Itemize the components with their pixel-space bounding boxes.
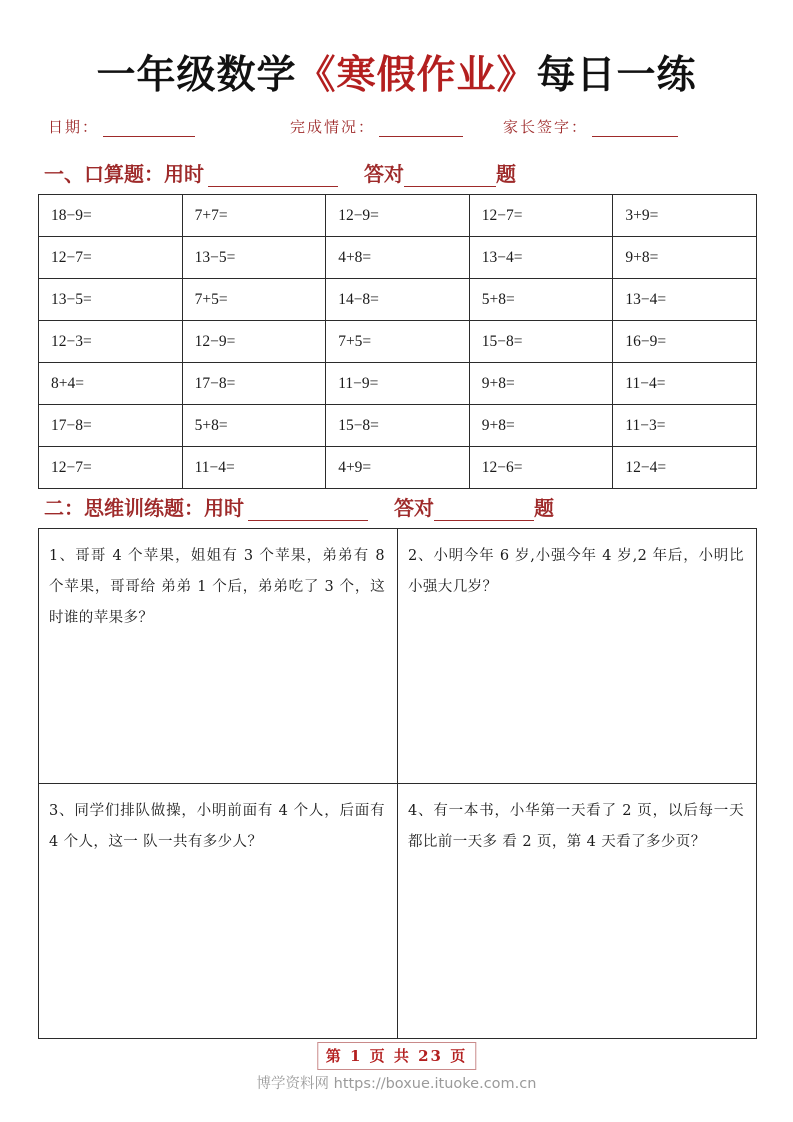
calc-cell[interactable]: 9+8=	[613, 237, 757, 279]
calc-cell[interactable]: 12−6=	[469, 447, 613, 489]
calc-cell[interactable]: 5+8=	[182, 405, 326, 447]
table-row	[39, 529, 757, 784]
calc-cell[interactable]: 9+8=	[469, 405, 613, 447]
table-row	[39, 237, 757, 279]
calc-cell[interactable]: 12−4=	[613, 447, 757, 489]
calc-cell[interactable]: 4+9=	[326, 447, 470, 489]
section-2-heading	[44, 492, 554, 521]
watermark-text: 博学资料网 https://boxue.ituoke.com.cn	[256, 1076, 537, 1092]
title-part-daily: 每日一练	[536, 52, 697, 98]
calc-cell[interactable]: 12−3=	[39, 321, 183, 363]
calc-cell[interactable]: 15−8=	[469, 321, 613, 363]
calc-cell[interactable]: 18−9=	[39, 195, 183, 237]
calc-cell[interactable]: 4+8=	[326, 237, 470, 279]
section-2-time-label: 用时	[204, 496, 244, 520]
arithmetic-table	[38, 194, 757, 489]
page-title	[0, 44, 793, 100]
calc-cell[interactable]: 11−9=	[326, 363, 470, 405]
table-row	[39, 279, 757, 321]
calc-cell[interactable]: 12−7=	[39, 237, 183, 279]
arithmetic-table-body	[39, 195, 757, 489]
word-problem-text: 2、小明今年 6 岁,小强今年 4 岁,2 年后，小明比小强大几岁？	[408, 548, 744, 595]
calc-cell[interactable]: 11−3=	[613, 405, 757, 447]
section-1-time-blank[interactable]	[208, 167, 338, 187]
word-problem-cell[interactable]	[398, 529, 757, 784]
signature-field[interactable]	[503, 116, 678, 137]
calc-cell[interactable]: 16−9=	[613, 321, 757, 363]
section-2-index: 二：	[44, 496, 84, 520]
section-2-name: 思维训练题：	[84, 496, 204, 520]
calc-cell[interactable]: 8+4=	[39, 363, 183, 405]
calc-cell[interactable]: 13−4=	[613, 279, 757, 321]
calc-cell[interactable]: 12−7=	[469, 195, 613, 237]
calc-cell[interactable]: 9+8=	[469, 363, 613, 405]
table-row	[39, 195, 757, 237]
table-row	[39, 405, 757, 447]
section-1-name: 口算题：	[84, 162, 164, 186]
completion-label: 完成情况：	[290, 118, 376, 136]
word-problem-cell[interactable]	[398, 784, 757, 1039]
table-row	[39, 363, 757, 405]
calc-cell[interactable]: 11−4=	[182, 447, 326, 489]
word-problem-cell[interactable]	[39, 784, 398, 1039]
title-part-grade: 一年级数学	[96, 52, 297, 98]
completion-field[interactable]	[290, 116, 463, 137]
calc-cell[interactable]: 7+7=	[182, 195, 326, 237]
section-1-index: 一、	[44, 162, 84, 186]
word-problem-cell[interactable]	[39, 529, 398, 784]
section-1-correct-blank[interactable]	[404, 167, 496, 187]
section-2-correct-blank[interactable]	[434, 501, 534, 521]
word-problem-text: 3、同学们排队做操，小明前面有 4 个人，后面有 4 个人，这一 队一共有多少人？	[49, 803, 385, 850]
section-2-correct-label: 答对	[394, 496, 434, 520]
calc-cell[interactable]: 12−9=	[182, 321, 326, 363]
section-1-unit-label: 题	[496, 162, 516, 186]
calc-cell[interactable]: 7+5=	[326, 321, 470, 363]
info-line	[48, 116, 748, 140]
date-label: 日期：	[48, 118, 100, 136]
calc-cell[interactable]: 17−8=	[39, 405, 183, 447]
table-row	[39, 321, 757, 363]
word-problem-text: 1、哥哥 4 个苹果，姐姐有 3 个苹果，弟弟有 8 个苹果，哥哥给 弟弟 1 个后，弟弟吃了 3 个，这时谁的苹果多？	[49, 548, 385, 626]
calc-cell[interactable]: 13−5=	[39, 279, 183, 321]
calc-cell[interactable]: 13−4=	[469, 237, 613, 279]
calc-cell[interactable]: 12−7=	[39, 447, 183, 489]
signature-blank[interactable]	[592, 121, 678, 137]
table-row	[39, 784, 757, 1039]
word-problem-table	[38, 528, 757, 1039]
table-row	[39, 447, 757, 489]
section-2-time-blank[interactable]	[248, 501, 368, 521]
completion-blank[interactable]	[379, 121, 463, 137]
title-part-bookname: 《寒假作业》	[296, 52, 537, 98]
section-2-unit-label: 题	[534, 496, 554, 520]
signature-label: 家长签字：	[503, 118, 589, 136]
section-1-time-label: 用时	[164, 162, 204, 186]
word-problem-text: 4、有一本书，小华第一天看了 2 页，以后每一天都比前一天多 看 2 页，第 4 天看了多少页？	[408, 803, 744, 850]
calc-cell[interactable]: 3+9=	[613, 195, 757, 237]
calc-cell[interactable]: 13−5=	[182, 237, 326, 279]
section-1-heading	[44, 158, 516, 187]
calc-cell[interactable]: 14−8=	[326, 279, 470, 321]
calc-cell[interactable]: 17−8=	[182, 363, 326, 405]
page-number-badge: 第 1 页 共 23 页	[317, 1042, 476, 1070]
section-1-correct-label: 答对	[364, 162, 404, 186]
date-field[interactable]	[48, 116, 195, 137]
calc-cell[interactable]: 12−9=	[326, 195, 470, 237]
date-blank[interactable]	[103, 121, 195, 137]
calc-cell[interactable]: 11−4=	[613, 363, 757, 405]
word-problem-table-body	[39, 529, 757, 1039]
calc-cell[interactable]: 7+5=	[182, 279, 326, 321]
calc-cell[interactable]: 5+8=	[469, 279, 613, 321]
calc-cell[interactable]: 15−8=	[326, 405, 470, 447]
